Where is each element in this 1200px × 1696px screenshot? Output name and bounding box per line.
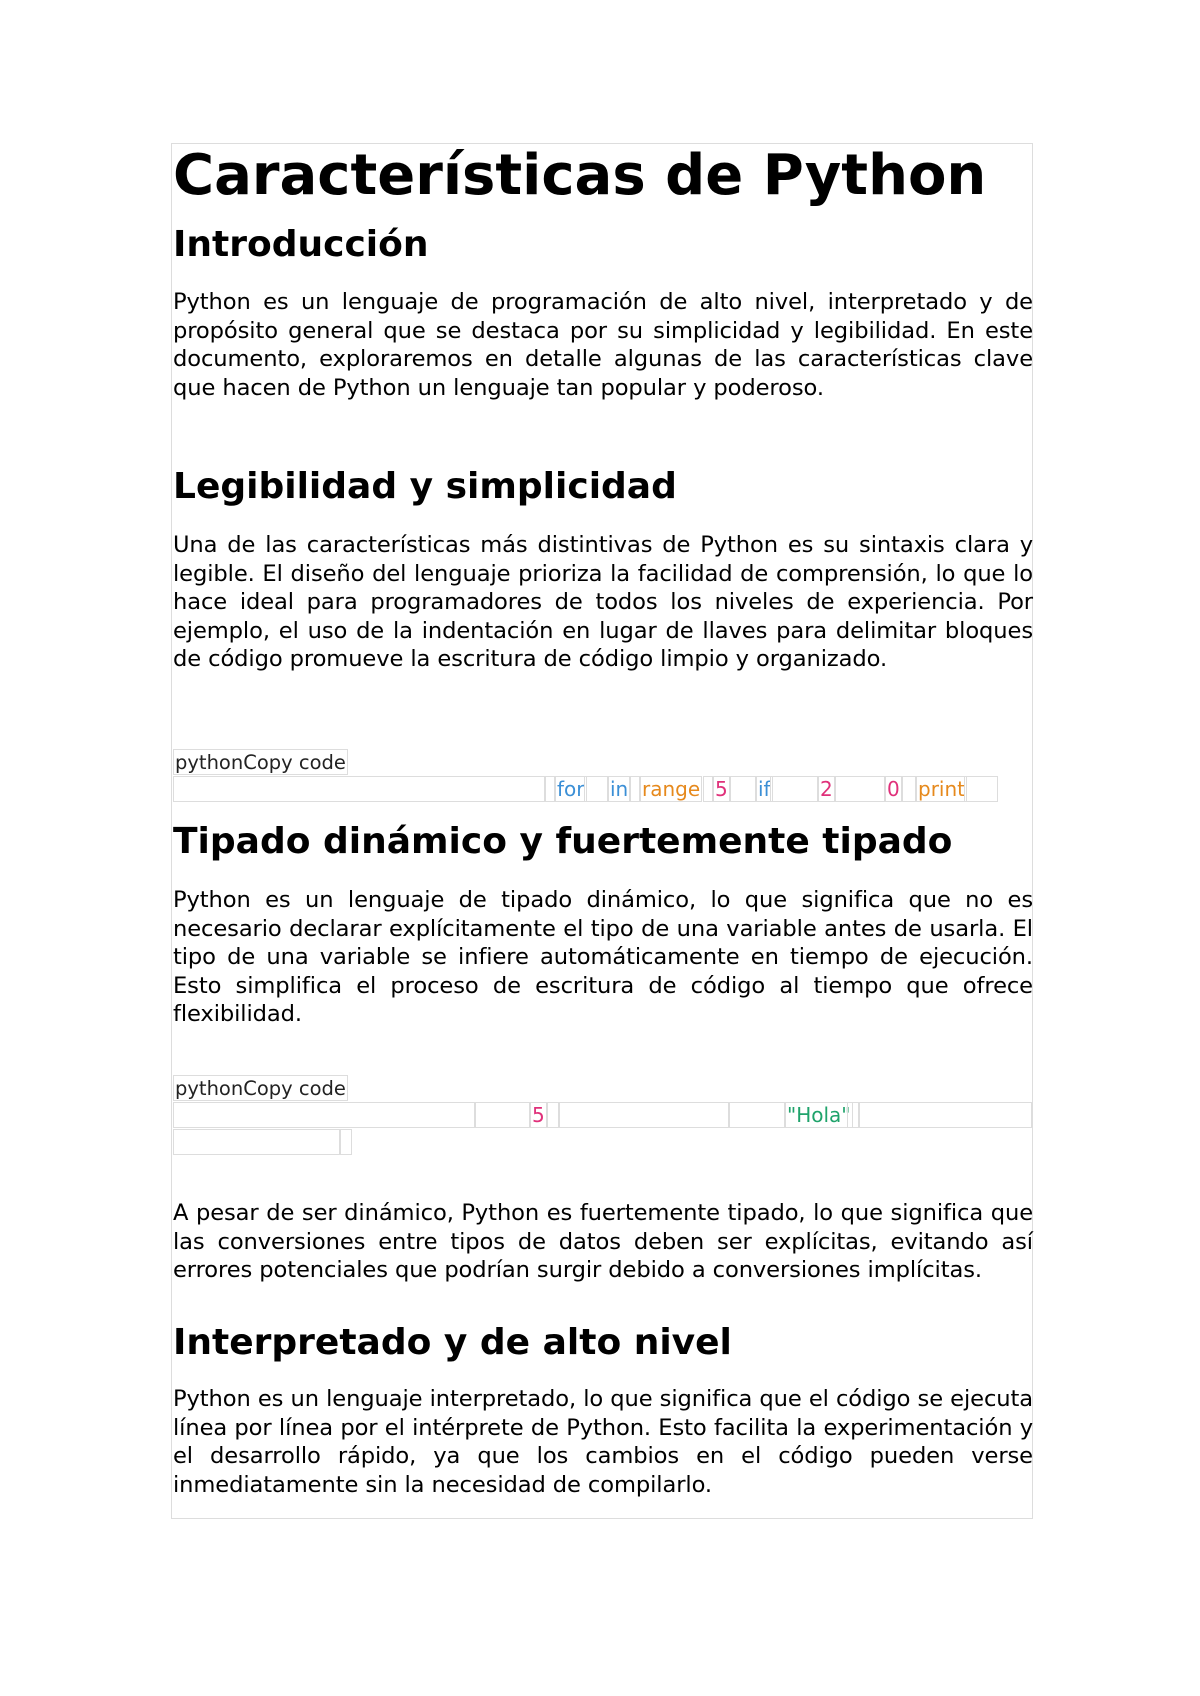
paragraph-legibilidad: Una de las características más distintivas de Python es su sintaxis clara y legible. El diseño del lenguaje prioriza la facilidad de comprensión, lo que lo hace ideal para programadores de todos los niveles de experiencia. Por ejemplo, el uso de la indentación en lugar de llaves para delimitar bloques de código promueve la escritura de código limpio y organizado.: [173, 532, 1033, 672]
code-token-keyword: in: [610, 777, 629, 801]
code-token-blank: [730, 776, 756, 802]
code-token-blank: [547, 1102, 559, 1128]
code-token-builtin: range: [642, 777, 701, 801]
code-token-keyword: if: [758, 777, 771, 801]
code-token-number: 0: [887, 777, 900, 801]
code-token-number: 5: [715, 777, 728, 801]
code-token-blank: [584, 776, 608, 802]
code-token-blank: [770, 776, 818, 802]
document-title: Características de Python: [173, 143, 987, 208]
code-token-blank: [835, 776, 885, 802]
code-token-blank: [729, 1102, 785, 1128]
code-token-blank: [340, 1129, 352, 1155]
code-token-blank: [559, 1102, 729, 1128]
paragraph-fuertemente-tipado: A pesar de ser dinámico, Python es fuertemente tipado, lo que significa que las conversiones entre tipos de datos deben ser explícitas, evitando así errores potenciales que podrían surgir debido a conversiones implícitas.: [173, 1200, 1033, 1283]
code-token-builtin: print: [918, 777, 965, 801]
code-token-blank: [964, 776, 998, 802]
paragraph-introduccion: Python es un lenguaje de programación de alto nivel, interpretado y de propósito general que se destaca por su simplicidad y legibilidad. En este documento, exploraremos en detalle algunas de las características clave que hacen de Python un lenguaje tan popular y poderoso.: [173, 289, 1033, 401]
section-heading-tipado: Tipado dinámico y fuertemente tipado: [173, 821, 953, 862]
code-token-blank: [173, 776, 545, 802]
code-token-blank: [630, 776, 640, 802]
code-token-blank: [475, 1102, 530, 1128]
section-heading-legibilidad: Legibilidad y simplicidad: [173, 466, 677, 507]
code-token-keyword: for: [557, 777, 585, 801]
code-block-label: pythonCopy code: [175, 1077, 346, 1100]
code-token-blank: [173, 1102, 475, 1128]
code-token-string: "Hola": [787, 1103, 851, 1127]
paragraph-interpretado: Python es un lenguaje interpretado, lo que significa que el código se ejecuta línea por línea por el intérprete de Python. Esto facilita la experimentación y el desarrollo rápido, ya que los cambios en el código pueden verse inmediatamente sin la necesidad de compilarlo.: [173, 1386, 1033, 1498]
code-block-label: pythonCopy code: [175, 751, 346, 774]
code-token-blank: [545, 776, 555, 802]
document-page: [171, 143, 1033, 1519]
code-token-number: 2: [820, 777, 833, 801]
code-token-blank: [173, 1129, 340, 1155]
section-heading-introduccion: Introducción: [173, 224, 429, 265]
paragraph-tipado-dinamico: Python es un lenguaje de tipado dinámico, lo que significa que no es necesario declarar explícitamente el tipo de una variable antes de usarla. El tipo de una variable se infiere automáticamente en tiempo de ejecución. Esto simplifica el proceso de escritura de código al tiempo que ofrece flexibilidad.: [173, 887, 1033, 1027]
code-token-blank: [847, 1102, 859, 1128]
code-token-number: 5: [532, 1103, 545, 1127]
code-token-blank: [859, 1102, 1032, 1128]
code-token-blank: [902, 776, 916, 802]
code-token-blank: [703, 776, 713, 802]
section-heading-interpretado: Interpretado y de alto nivel: [173, 1322, 732, 1363]
